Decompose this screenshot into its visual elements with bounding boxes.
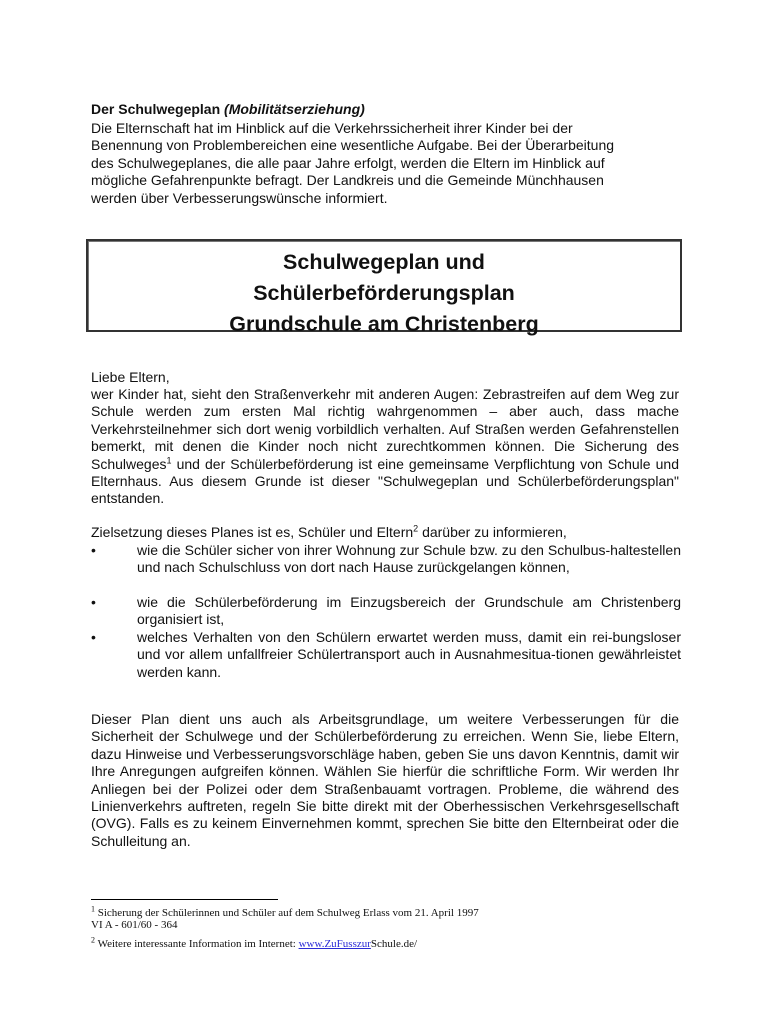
- goal-text-b: darüber zu informieren,: [418, 524, 567, 540]
- intro-heading-italic: (Mobilitätserziehung): [224, 101, 365, 117]
- title-line-1: Schulwegeplan und: [283, 250, 485, 274]
- footnote-divider: [91, 899, 278, 900]
- intro-line: des Schulwegeplanes, die alle paar Jahre erfolgt, werden die Eltern im Hinblick auf: [91, 154, 605, 171]
- footnote-1: [91, 904, 691, 931]
- footnote-1-reference: VI A - 601/60 - 364: [91, 919, 178, 931]
- footnote-1-number: 1: [91, 904, 95, 914]
- letter-paragraph-3: Dieser Plan dient uns auch als Arbeitsgrundlage, um weitere Verbesserungen für die Sicherheit der Schulwege und der Schülerbeförderung zu erreichen. Wenn Sie, liebe Eltern, dazu Hinweise und Verbesserungsvorschläge haben, geben Sie uns davon Kenntnis, damit wir Ihre Anregungen aufgreifen können. Wählen Sie hierfür die schriftliche Form. Wir werden Ihr Anliegen bei der Polizei oder dem Straßenbauamt vortragen. Probleme, die während des Linienverkehrs auftreten, regeln Sie bitte direkt mit der Oberhessischen Verkehrsgesellschaft (OVG). Falls es zu keinem Einvernehmen kommt, sprechen Sie bitte den Elternbeirat oder die Schulleitung an.: [91, 711, 679, 849]
- footnote-1-text: Sicherung der Schülerinnen und Schüler auf dem Schulweg Erlass vom 21. April 1997: [97, 907, 479, 919]
- list-item-text: wie die Schüler sicher von ihrer Wohnung zur Schule bzw. zu den Schulbus-haltestellen und nach Schulschluss von dort nach Hause zurückgelangen können,: [137, 542, 681, 576]
- title-box: [86, 239, 682, 336]
- goal-text-a: Zielsetzung dieses Planes ist es, Schüler und Eltern: [91, 524, 414, 540]
- intro-heading: [91, 101, 679, 118]
- footnote-2: [91, 935, 691, 950]
- paragraph-1-text-b: und der Schülerbeförderung ist eine gemeinsame Verpflichtung von Schule und Elternhaus. Aus diesem Grunde ist dieser "Schulwegeplan und Schülerbeförderungsplan" entstanden.: [91, 455, 679, 507]
- bullet-icon: •: [91, 629, 96, 645]
- title-line-3: Grundschule am Christenberg: [229, 312, 539, 336]
- footnote-2-link-rest: Schule.de/: [370, 938, 418, 950]
- intro-heading-text: Der Schulwegeplan: [91, 101, 221, 117]
- intro-line: werden über Verbesserungswünsche informiert.: [91, 189, 388, 206]
- footnote-mark-1: 1: [166, 454, 172, 465]
- footnote-2-number: 2: [91, 935, 95, 945]
- greeting: Liebe Eltern,: [91, 369, 170, 385]
- intro-line: mögliche Gefahrenpunkte befragt. Der Landkreis und die Gemeinde Münchhausen: [91, 172, 604, 189]
- paragraph-1-text-a: wer Kinder hat, sieht den Straßenverkehr mit anderen Augen: Zebrastreifen auf dem Weg zur Schule werden zum ersten Mal richtig wahrgenommen – aber auch, dass mache Verkehrsteilnehmer sich dort wenig vorbildlich verhalten. Auf Straßen werden Gefahrenstellen bemerkt, mit denen die Kinder noch nicht zurechtkommen können. Die Sicherung des Schulweges: [91, 386, 679, 472]
- list-item-text: welches Verhalten von den Schülern erwartet werden muss, damit ein rei-bungsloser und vor allem unfallfreier Schülertransport auch in Ausnahmesitua-tionen gewährleistet werden kann.: [137, 629, 681, 680]
- intro-line: Benennung von Problembereichen eine wesentliche Aufgabe. Bei der Überarbeitung: [91, 137, 615, 154]
- list-item-text: wie die Schülerbeförderung im Einzugsbereich der Grundschule am Christenberg organisiert ist,: [137, 594, 681, 628]
- bullet-icon: •: [91, 594, 96, 610]
- bullet-icon: •: [91, 542, 96, 558]
- goal-statement: [91, 524, 679, 541]
- footnote-2-link[interactable]: www.ZuFusszur: [298, 938, 371, 950]
- title-line-2: Schülerbeförderungsplan: [253, 281, 515, 305]
- footnote-mark-2: 2: [413, 523, 419, 534]
- intro-paragraph: [91, 120, 691, 207]
- intro-line: Die Elternschaft hat im Hinblick auf die Verkehrssicherheit ihrer Kinder bei der: [91, 120, 573, 136]
- footnote-2-text: Weitere interessante Information im Internet:: [97, 938, 299, 950]
- letter-paragraph-1: [91, 386, 679, 508]
